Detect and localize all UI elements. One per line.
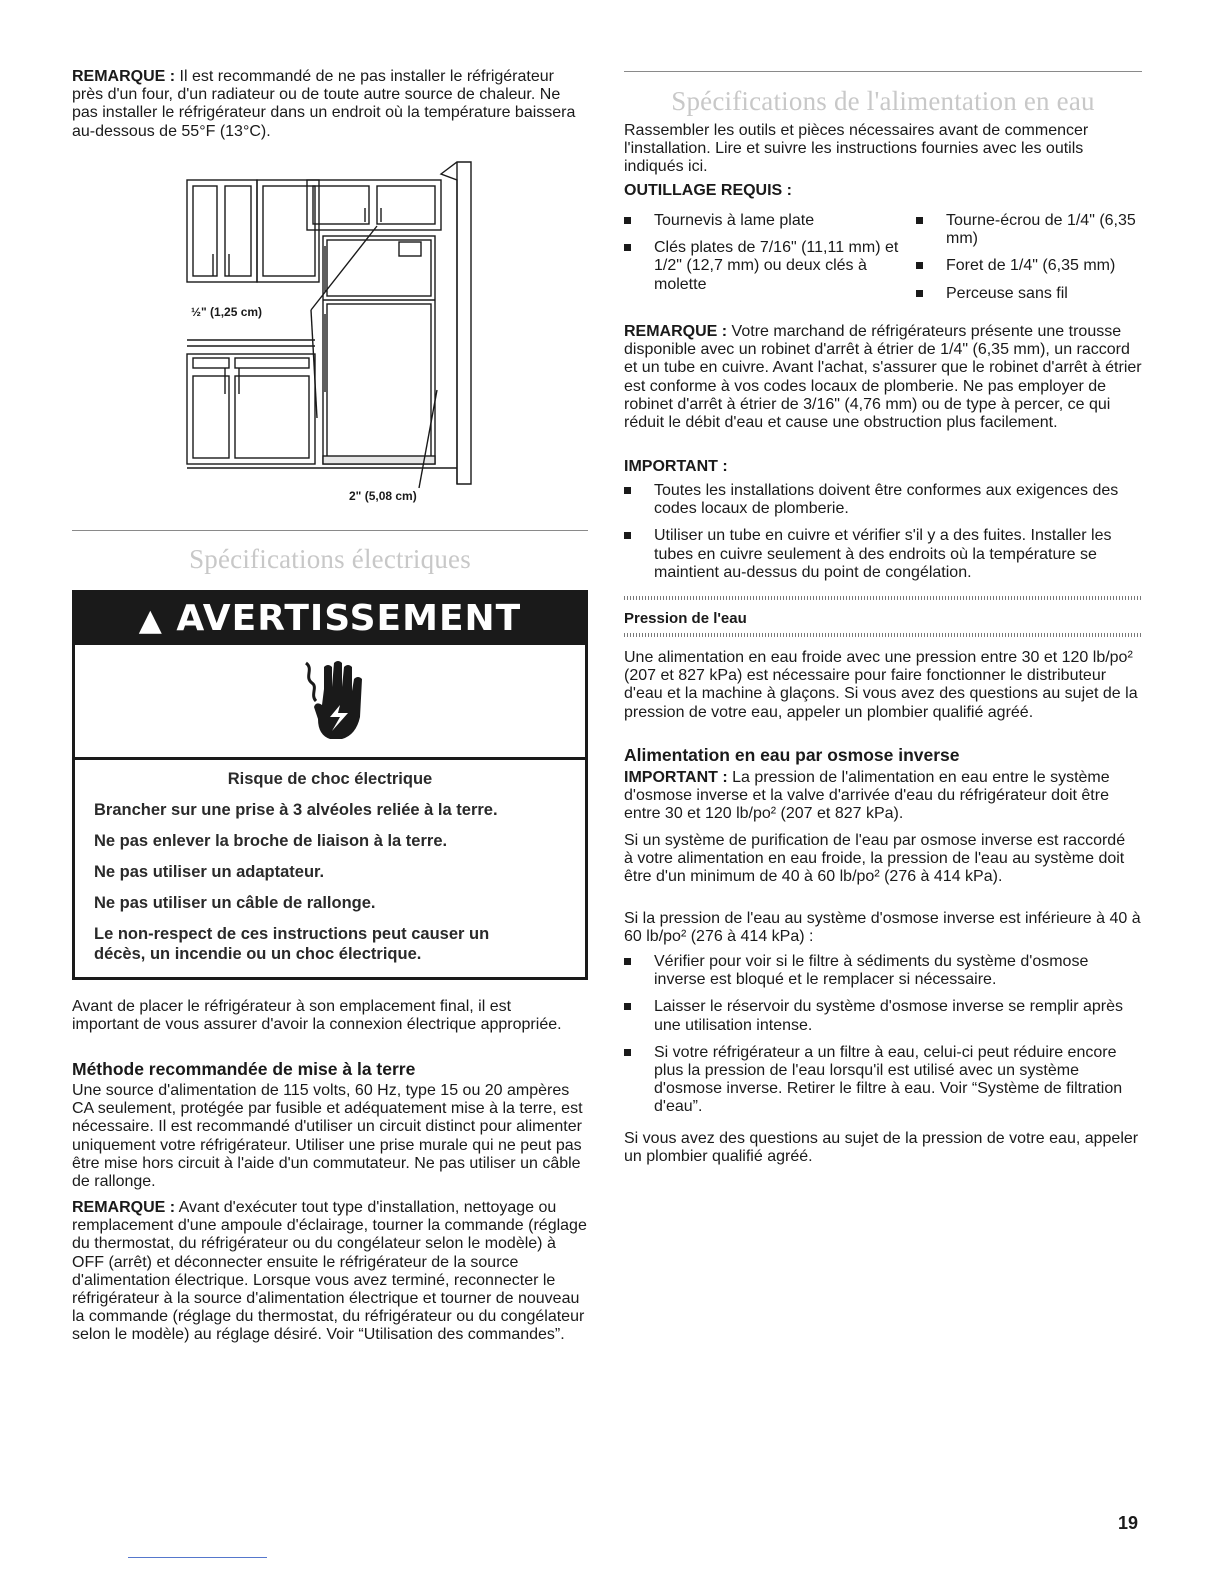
- warning-body: [75, 769, 585, 964]
- important-list: [622, 482, 1140, 582]
- remarque-kit: REMARQUE : Votre marchand de réfrigérateurs présente une trousse disponible avec un robinet d'arrêt à étrier de 1/4" (6,35 mm), un raccord et un tube en cuivre. Avant l'achat, s'assurer que le robinet d'arrêt à étrier est conforme à vos codes locaux de plomberie. Ne pas employer de robinet d'arrêt à étrier de 3/16" (4,76 mm) ou de type à percer, ce qui réduit le débit d'eau et cause une obstruction plus facilement.: [624, 323, 1142, 432]
- electric-shock-hand-icon: [300, 659, 370, 749]
- list-item: Toutes les installations doivent être conformes aux exigences des codes locaux de plomberie.: [622, 482, 1140, 518]
- list-item: Vérifier pour voir si le filtre à sédiments du système d'osmose inverse est bloqué et le remplacer si nécessaire.: [622, 953, 1140, 989]
- list-item: Tourne-écrou de 1/4" (6,35 mm): [914, 212, 1144, 248]
- water-intro: Rassembler les outils et pièces nécessaires avant de commencer l'installation. Lire et suivre les instructions fournies avec les outils indiqués ici.: [624, 122, 1089, 176]
- important-title: IMPORTANT :: [624, 458, 728, 475]
- osmose-important: IMPORTANT : La pression de l'alimentation en eau entre le système d'osmose inverse et la valve d'arrivée d'eau du réfrigérateur doit être entre 30 et 120 lb/po² (207 et 827 kPa).: [624, 769, 1110, 823]
- warning-line: Ne pas utiliser un câble de rallonge.: [94, 894, 376, 912]
- refrigerator-clearance-figure: [185, 158, 485, 518]
- warning-title: AVERTISSEMENT: [176, 598, 522, 639]
- water-pressure-title: Pression de l'eau: [624, 610, 747, 627]
- list-item: Laisser le réservoir du système d'osmose inverse se remplir après une utilisation intense.: [622, 998, 1140, 1034]
- list-item: Utiliser un tube en cuivre et vérifier s'il y a des fuites. Installer les tubes en cuivre seulement à des endroits où la température se maintient au-dessus du point de congélation.: [622, 527, 1140, 582]
- warning-box: [72, 590, 588, 980]
- list-item: Tournevis à lame plate: [622, 212, 902, 230]
- warning-header: [75, 593, 585, 645]
- figure-label-two-inch: 2" (5,08 cm): [349, 489, 417, 503]
- tools-title: OUTILLAGE REQUIS :: [624, 182, 792, 199]
- water-pressure-text: Une alimentation en eau froide avec une pression entre 30 et 120 lb/po² (207 et 827 kPa) est nécessaire pour faire fonctionner le distributeur d'eau et la machine à glaçons. Si vous avez des questions au sujet de la pression de votre eau, appeler un plombier qualifié agréé.: [624, 649, 1138, 721]
- remarque-clearance: REMARQUE : Il est recommandé de ne pas installer le réfrigérateur près d'un four, d'un radiateur ou de toute autre source de chaleur. Ne pas installer le réfrigérateur dans un endroit où la température baissera au-dessous de 55°F (13°C).: [72, 68, 576, 140]
- list-item: Perceuse sans fil: [914, 285, 1144, 303]
- warning-triangle-icon: ▲: [138, 603, 163, 638]
- osmose-paragraph-2: Si la pression de l'eau au système d'osmose inverse est inférieure à 40 à 60 lb/po² (276 à 414 kPa) :: [624, 910, 1141, 946]
- footer-line: [128, 1557, 267, 1558]
- page-number: 19: [1118, 1513, 1139, 1533]
- remarque-disconnect: REMARQUE : Avant d'exécuter tout type d'installation, nettoyage ou remplacement d'une ampoule d'éclairage, tourner la commande (réglage du thermostat, du réfrigérateur ou du congélateur selon le modèle) à OFF (arrêt) et déconnecter ensuite le réfrigérateur de la source d'alimentation électrique. Lorsque vous avez terminé, reconnecter le réfrigérateur à la source d'alimentation électrique et tourner de nouveau la commande (réglage du thermostat, du réfrigérateur ou du congélateur selon le modèle) au réglage désiré. Voir “Utilisation des commandes”.: [72, 1199, 587, 1344]
- section-title-electrical: Spécifications électriques: [189, 544, 471, 574]
- warning-line: Brancher sur une prise à 3 alvéoles reliée à la terre.: [94, 801, 498, 819]
- warning-line-risk: Risque de choc électrique: [227, 770, 433, 788]
- osmose-paragraph-1: Si un système de purification de l'eau par osmose inverse est raccordé à votre alimentation en eau froide, la pression de l'eau au système doit être d'un minimum de 40 à 60 lb/po² (276 à 414 kPa).: [624, 832, 1126, 886]
- section-divider: [624, 71, 1142, 72]
- list-item: Clés plates de 7/16" (11,11 mm) et 1/2" (12,7 mm) ou deux clés à molette: [622, 239, 902, 294]
- grounding-method-title: Méthode recommandée de mise à la terre: [72, 1059, 416, 1079]
- osmose-closing: Si vous avez des questions au sujet de la pression de votre eau, appeler un plombier qualifié agréé.: [624, 1130, 1139, 1166]
- osmose-title: Alimentation en eau par osmose inverse: [624, 745, 960, 765]
- osmose-list: [622, 953, 1140, 1117]
- hatched-rule: [624, 596, 1142, 600]
- figure-label-half-inch: ½" (1,25 cm): [191, 305, 263, 319]
- warning-line: Le non-respect de ces instructions peut causer un décès, un incendie ou un choc électrique.: [94, 925, 490, 963]
- list-item: Si votre réfrigérateur a un filtre à eau, celui-ci peut réduire encore plus la pression de l'eau lorsqu'il est utilisé avec un système d'osmose inverse. Retirer le filtre à eau. Voir “Système de filtration d'eau”.: [622, 1044, 1140, 1117]
- warning-line: Ne pas enlever la broche de liaison à la terre.: [94, 832, 448, 850]
- warning-separator: [75, 757, 585, 760]
- warning-line: Ne pas utiliser un adaptateur.: [94, 863, 325, 881]
- list-item: Foret de 1/4" (6,35 mm): [914, 257, 1144, 275]
- section-title-water: Spécifications de l'alimentation en eau: [671, 86, 1095, 116]
- tools-list-col2: [914, 212, 1144, 303]
- section-divider: [72, 530, 588, 531]
- electrical-intro: Avant de placer le réfrigérateur à son emplacement final, il est important de vous assurer d'avoir la connexion électrique appropriée.: [72, 998, 562, 1034]
- grounding-method-text: Une source d'alimentation de 115 volts, 60 Hz, type 15 ou 20 ampères CA seulement, protégée par fusible et adéquatement mise à la terre, est nécessaire. Il est recommandé d'utiliser un circuit distinct pour alimenter uniquement votre réfrigérateur. Utiliser une prise murale qui ne peut pas être mise hors circuit à l'aide d'un commutateur. Ne pas utiliser un câble de rallonge.: [72, 1082, 583, 1191]
- tools-list-col1: [622, 212, 902, 294]
- hatched-rule: [624, 633, 1142, 637]
